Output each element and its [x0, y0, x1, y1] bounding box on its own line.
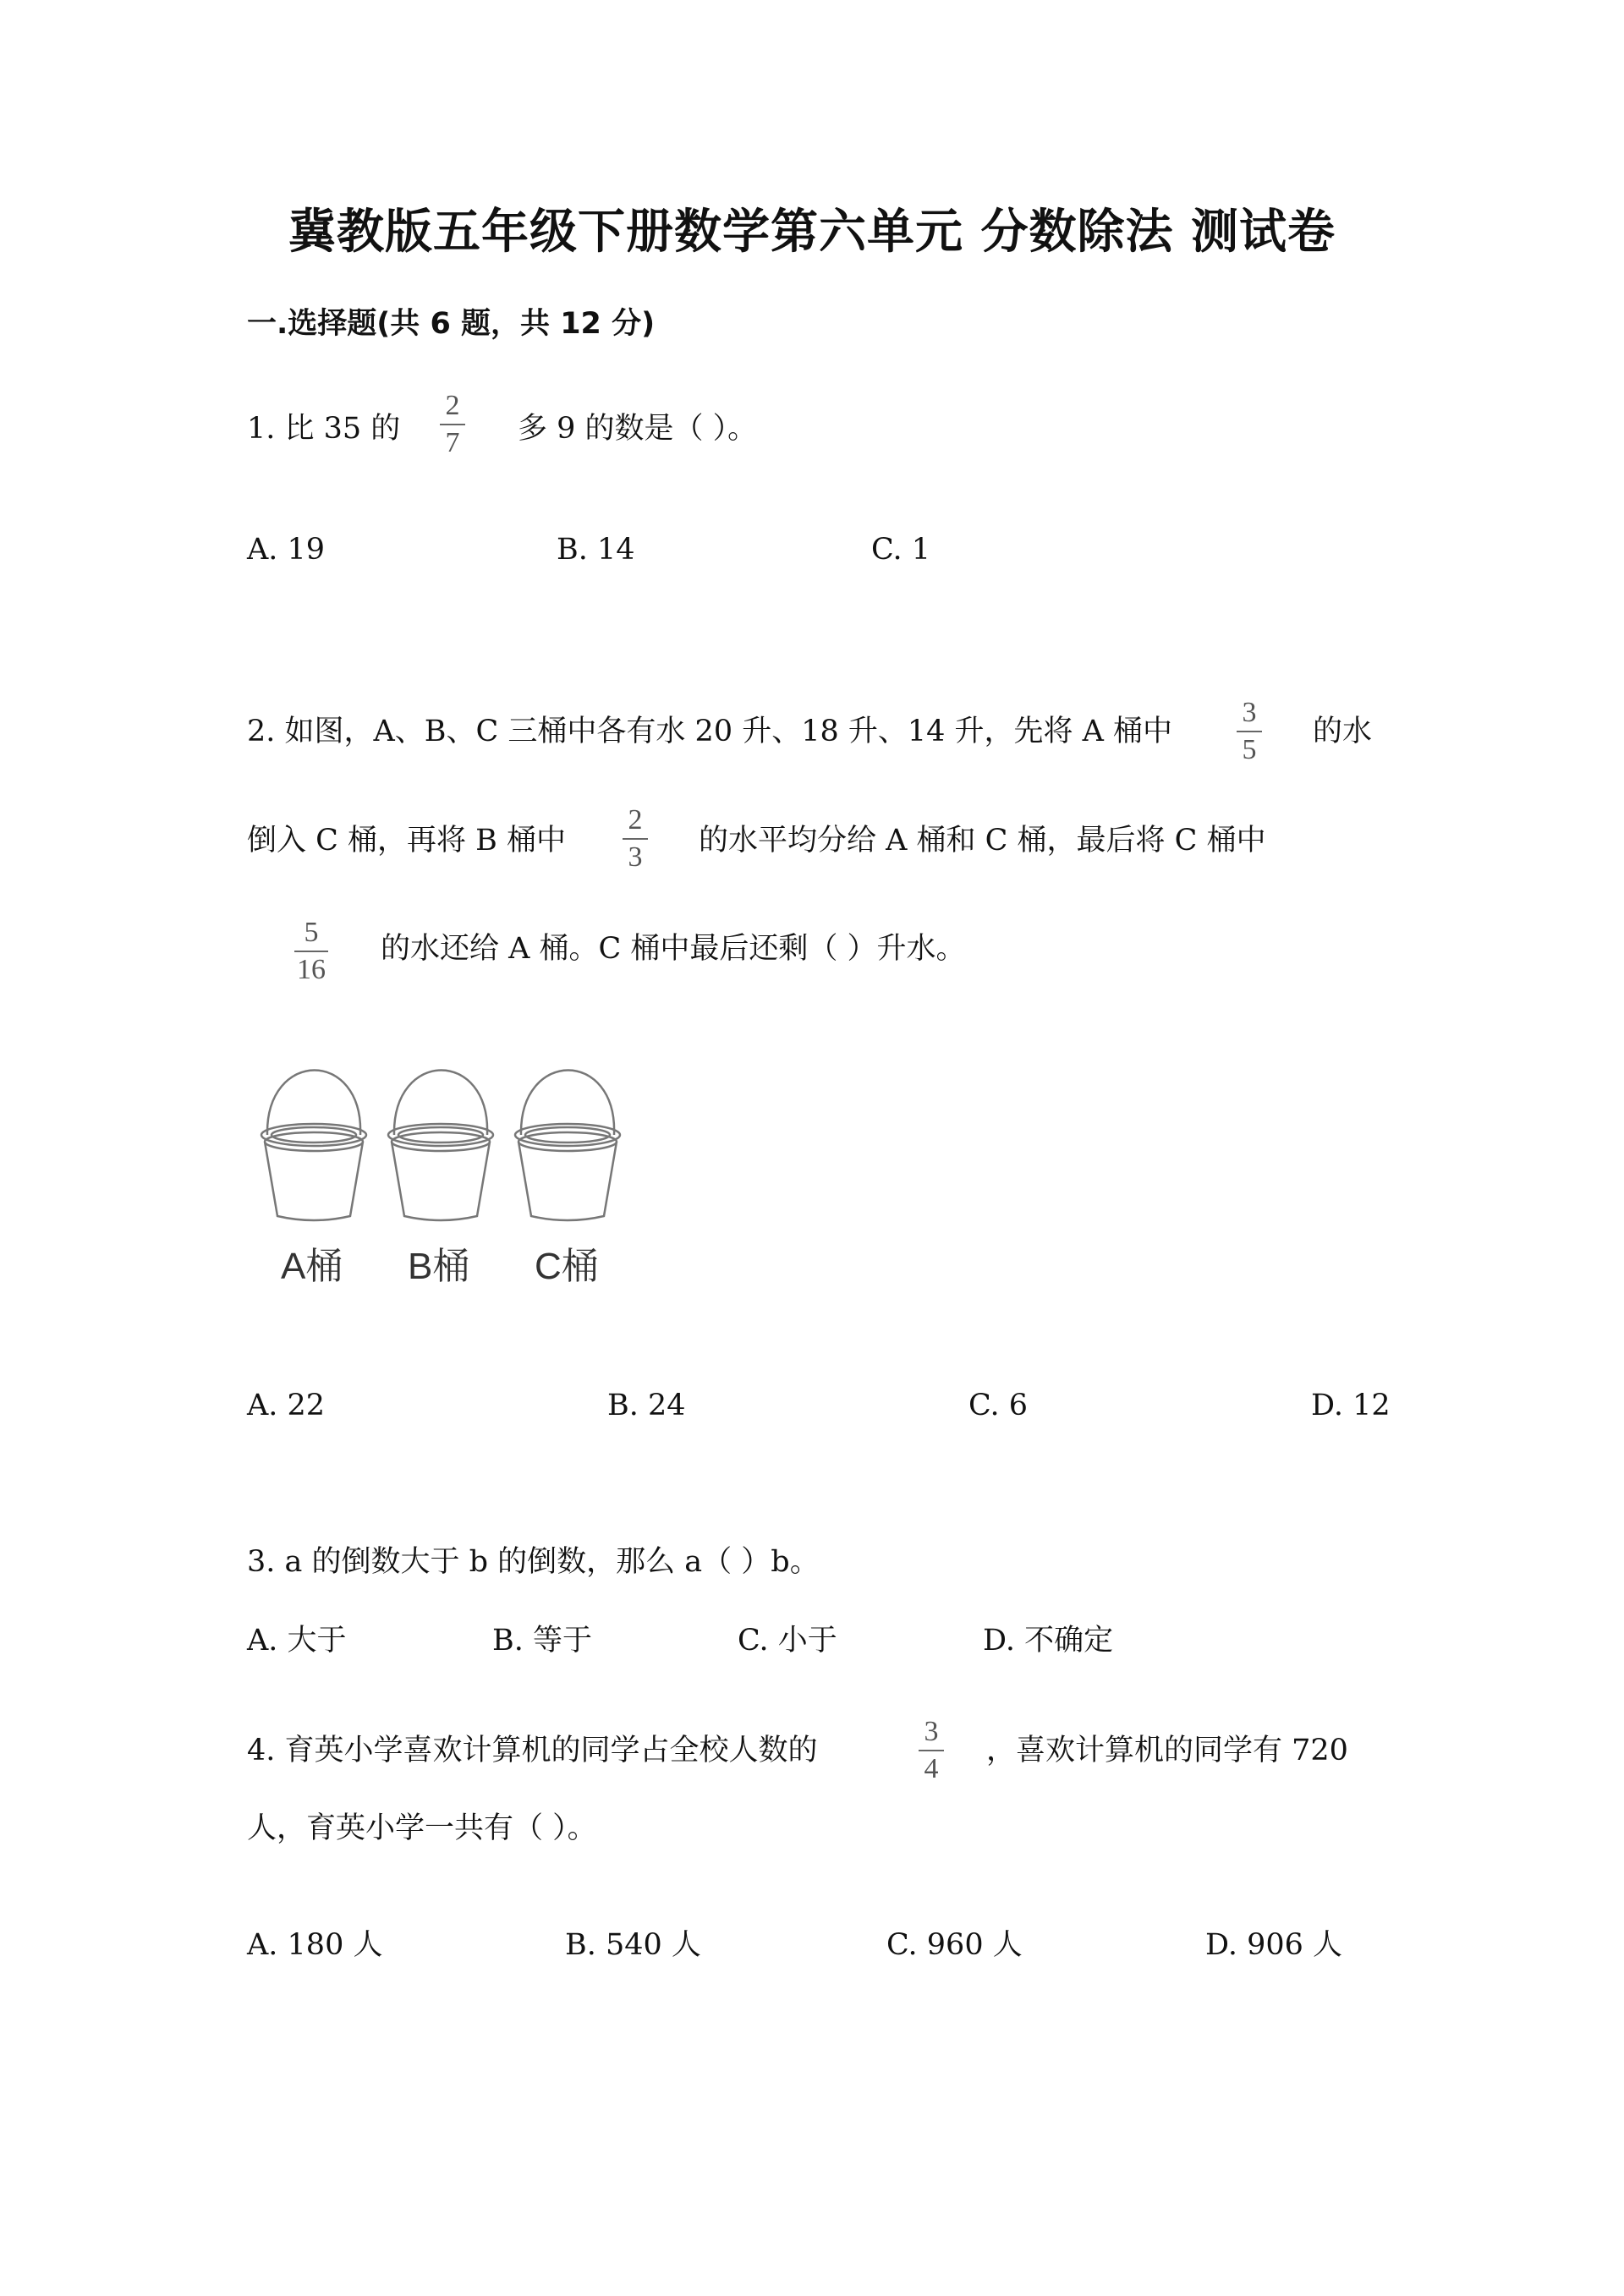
bucket-b-icon	[388, 1071, 493, 1221]
fraction-numerator: 5	[304, 917, 319, 948]
question-2-option-a[interactable]: A. 22	[247, 1389, 326, 1422]
question-2-text-d: 的水平均分给 A 桶和 C 桶，最后将 C 桶中	[699, 824, 1266, 858]
bucket-a-label: A桶	[281, 1246, 343, 1287]
fraction-denominator: 4	[924, 1753, 939, 1784]
question-4-text-c: 人，育英小学一共有（ ）。	[247, 1811, 597, 1845]
page-title: 冀教版五年级下册数学第六单元 分数除法 测试卷	[288, 205, 1336, 260]
fraction-bar	[623, 838, 648, 840]
question-2-option-d[interactable]: D. 12	[1311, 1389, 1391, 1422]
bucket-c-label: C桶	[535, 1246, 599, 1287]
question-1-text-b: 多 9 的数是（ ）。	[518, 412, 758, 446]
fraction-numerator: 2	[445, 390, 460, 421]
fraction-denominator: 5	[1242, 734, 1257, 765]
question-2-fraction-2	[623, 805, 648, 873]
question-2-text-e: 的水还给 A 桶。C 桶中最后还剩（ ）升水。	[381, 932, 966, 966]
fraction-bar	[919, 1750, 944, 1751]
question-3-text: 3. a 的倒数大于 b 的倒数，那么 a（ ）b。	[247, 1545, 820, 1579]
fraction-denominator: 7	[445, 427, 460, 458]
question-4-text-b: ，喜欢计算机的同学有 720	[986, 1734, 1348, 1767]
question-1-text-a: 1. 比 35 的	[247, 412, 401, 446]
question-3-option-b[interactable]: B. 等于	[492, 1624, 592, 1658]
bucket-a-icon	[261, 1071, 366, 1221]
question-4-option-a[interactable]: A. 180 人	[247, 1928, 383, 1962]
fraction-bar	[294, 951, 328, 952]
section-heading: 一.选择题(共 6 题，共 12 分)	[247, 307, 656, 341]
question-2-text-a: 2. 如图，A、B、C 三桶中各有水 20 升、18 升、14 升，先将 A 桶中	[247, 715, 1173, 748]
question-4-option-b[interactable]: B. 540 人	[565, 1928, 701, 1962]
fraction-denominator: 16	[297, 954, 326, 985]
question-4-text-a: 4. 育英小学喜欢计算机的同学占全校人数的	[247, 1734, 818, 1767]
question-1-fraction	[440, 391, 465, 458]
question-4-option-d[interactable]: D. 906 人	[1205, 1928, 1342, 1962]
question-1-option-b[interactable]: B. 14	[557, 533, 635, 567]
question-1-option-c[interactable]: C. 1	[871, 533, 931, 567]
fraction-bar	[1237, 731, 1262, 732]
bucket-b-label: B桶	[408, 1246, 470, 1287]
question-4-fraction	[919, 1717, 944, 1784]
question-2-fraction-3	[294, 918, 328, 985]
fraction-denominator: 3	[628, 841, 643, 873]
buckets-illustration	[254, 1057, 643, 1294]
question-2-text-c: 倒入 C 桶，再将 B 桶中	[247, 824, 567, 858]
question-2-option-c[interactable]: C. 6	[968, 1389, 1029, 1422]
fraction-numerator: 2	[628, 804, 643, 836]
question-2-fraction-1	[1237, 698, 1262, 765]
question-2-option-b[interactable]: B. 24	[607, 1389, 686, 1422]
question-2-text-b: 的水	[1313, 715, 1373, 748]
fraction-bar	[440, 424, 465, 425]
question-3-option-d[interactable]: D. 不确定	[983, 1624, 1114, 1658]
question-1-option-a[interactable]: A. 19	[247, 533, 326, 567]
question-4-option-c[interactable]: C. 960 人	[886, 1928, 1023, 1962]
question-3-option-a[interactable]: A. 大于	[247, 1624, 347, 1658]
fraction-numerator: 3	[1242, 697, 1257, 728]
buckets-figure	[254, 1057, 643, 1294]
question-3-option-c[interactable]: C. 小于	[738, 1624, 837, 1658]
fraction-numerator: 3	[924, 1716, 939, 1747]
bucket-c-icon	[515, 1071, 620, 1221]
